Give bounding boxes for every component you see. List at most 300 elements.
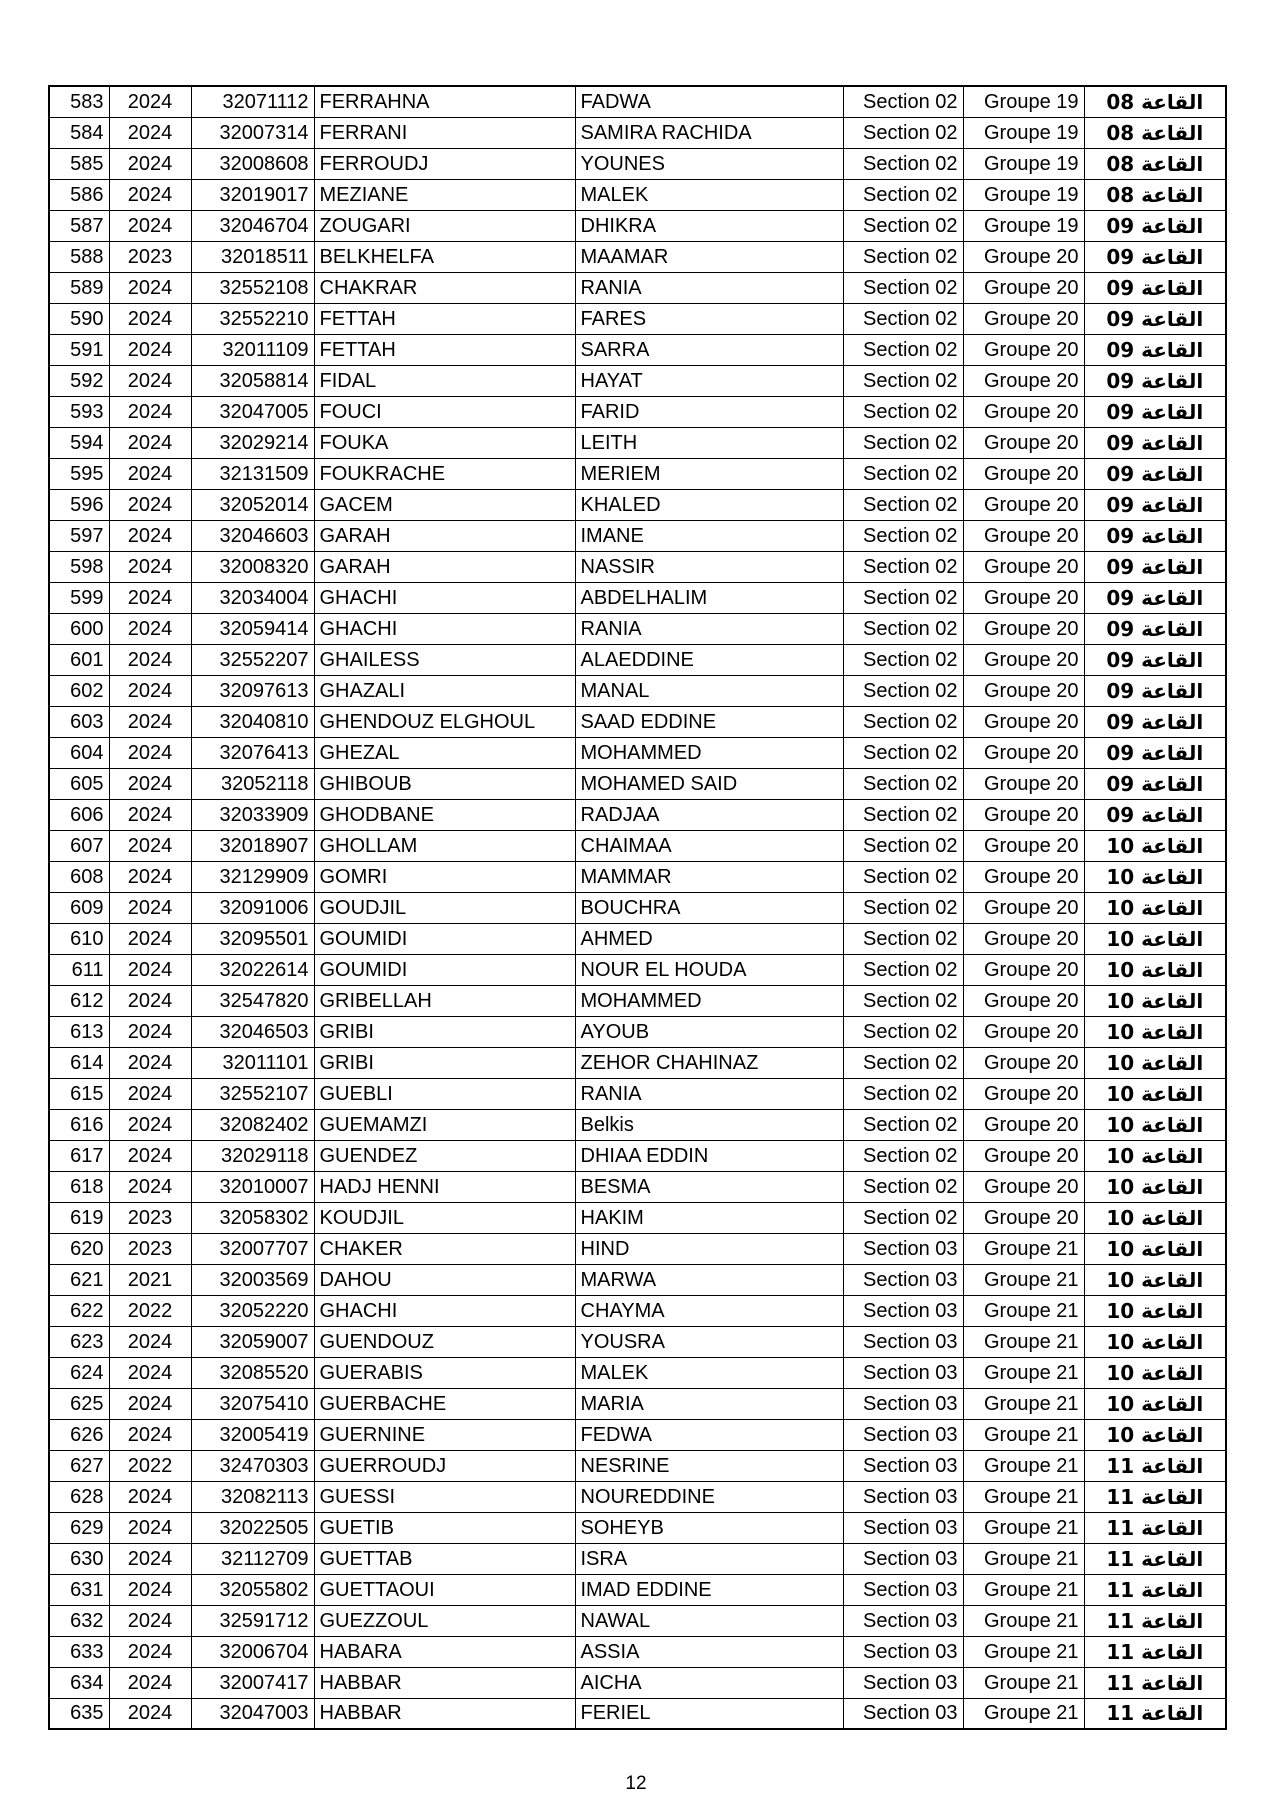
group-cell: Groupe 21 bbox=[963, 1667, 1084, 1698]
registration-number-cell: 32007417 bbox=[191, 1667, 314, 1698]
section-cell: Section 02 bbox=[843, 303, 963, 334]
group-cell: Groupe 20 bbox=[963, 1202, 1084, 1233]
last-name-cell: FERROUDJ bbox=[314, 148, 575, 179]
section-cell: Section 02 bbox=[843, 1078, 963, 1109]
group-cell: Groupe 20 bbox=[963, 582, 1084, 613]
last-name-cell: FERRAHNA bbox=[314, 86, 575, 117]
exam-room-cell: القاعة 10 bbox=[1084, 1233, 1226, 1264]
table-row bbox=[49, 675, 1226, 706]
table-row bbox=[49, 861, 1226, 892]
first-name-cell: MALEK bbox=[575, 1357, 843, 1388]
section-cell: Section 02 bbox=[843, 892, 963, 923]
exam-room-cell: القاعة 09 bbox=[1084, 365, 1226, 396]
year-cell: 2024 bbox=[109, 1543, 191, 1574]
exam-room-cell: القاعة 10 bbox=[1084, 1109, 1226, 1140]
row-number-cell: 631 bbox=[49, 1574, 109, 1605]
last-name-cell: MEZIANE bbox=[314, 179, 575, 210]
table-row bbox=[49, 1667, 1226, 1698]
row-number-cell: 596 bbox=[49, 489, 109, 520]
section-cell: Section 03 bbox=[843, 1605, 963, 1636]
first-name-cell: FEDWA bbox=[575, 1419, 843, 1450]
year-cell: 2023 bbox=[109, 241, 191, 272]
exam-room-cell: القاعة 11 bbox=[1084, 1450, 1226, 1481]
group-cell: Groupe 21 bbox=[963, 1419, 1084, 1450]
last-name-cell: GHODBANE bbox=[314, 799, 575, 830]
first-name-cell: RANIA bbox=[575, 272, 843, 303]
last-name-cell: BELKHELFA bbox=[314, 241, 575, 272]
table-row bbox=[49, 179, 1226, 210]
registration-number-cell: 32082113 bbox=[191, 1481, 314, 1512]
section-cell: Section 02 bbox=[843, 148, 963, 179]
year-cell: 2024 bbox=[109, 272, 191, 303]
table-row bbox=[49, 1016, 1226, 1047]
row-number-cell: 587 bbox=[49, 210, 109, 241]
table-row bbox=[49, 1698, 1226, 1729]
last-name-cell: GHAZALI bbox=[314, 675, 575, 706]
registration-number-cell: 32076413 bbox=[191, 737, 314, 768]
registration-number-cell: 32552210 bbox=[191, 303, 314, 334]
last-name-cell: GHACHI bbox=[314, 1295, 575, 1326]
first-name-cell: YOUNES bbox=[575, 148, 843, 179]
group-cell: Groupe 20 bbox=[963, 1140, 1084, 1171]
first-name-cell: FARID bbox=[575, 396, 843, 427]
exam-room-cell: القاعة 10 bbox=[1084, 1078, 1226, 1109]
year-cell: 2024 bbox=[109, 427, 191, 458]
table-row bbox=[49, 1481, 1226, 1512]
section-cell: Section 02 bbox=[843, 923, 963, 954]
registration-number-cell: 32007314 bbox=[191, 117, 314, 148]
year-cell: 2024 bbox=[109, 923, 191, 954]
group-cell: Groupe 19 bbox=[963, 86, 1084, 117]
section-cell: Section 02 bbox=[843, 706, 963, 737]
group-cell: Groupe 20 bbox=[963, 737, 1084, 768]
registration-number-cell: 32082402 bbox=[191, 1109, 314, 1140]
registration-number-cell: 32095501 bbox=[191, 923, 314, 954]
last-name-cell: KOUDJIL bbox=[314, 1202, 575, 1233]
year-cell: 2021 bbox=[109, 1264, 191, 1295]
exam-room-cell: القاعة 10 bbox=[1084, 1140, 1226, 1171]
row-number-cell: 606 bbox=[49, 799, 109, 830]
row-number-cell: 588 bbox=[49, 241, 109, 272]
exam-room-cell: القاعة 10 bbox=[1084, 954, 1226, 985]
row-number-cell: 610 bbox=[49, 923, 109, 954]
last-name-cell: GRIBELLAH bbox=[314, 985, 575, 1016]
last-name-cell: GHENDOUZ ELGHOUL bbox=[314, 706, 575, 737]
exam-room-cell: القاعة 10 bbox=[1084, 1171, 1226, 1202]
table-row bbox=[49, 427, 1226, 458]
exam-room-cell: القاعة 10 bbox=[1084, 892, 1226, 923]
section-cell: Section 02 bbox=[843, 737, 963, 768]
section-cell: Section 02 bbox=[843, 644, 963, 675]
exam-room-cell: القاعة 08 bbox=[1084, 179, 1226, 210]
last-name-cell: GHEZAL bbox=[314, 737, 575, 768]
last-name-cell: FIDAL bbox=[314, 365, 575, 396]
section-cell: Section 03 bbox=[843, 1419, 963, 1450]
registration-number-cell: 32058302 bbox=[191, 1202, 314, 1233]
table-row bbox=[49, 1140, 1226, 1171]
group-cell: Groupe 20 bbox=[963, 520, 1084, 551]
section-cell: Section 02 bbox=[843, 1202, 963, 1233]
registration-number-cell: 32010007 bbox=[191, 1171, 314, 1202]
exam-room-cell: القاعة 09 bbox=[1084, 458, 1226, 489]
last-name-cell: FOUKA bbox=[314, 427, 575, 458]
registration-number-cell: 32047003 bbox=[191, 1698, 314, 1729]
registration-number-cell: 32011101 bbox=[191, 1047, 314, 1078]
year-cell: 2024 bbox=[109, 1574, 191, 1605]
last-name-cell: GHOLLAM bbox=[314, 830, 575, 861]
last-name-cell: HABARA bbox=[314, 1636, 575, 1667]
section-cell: Section 02 bbox=[843, 86, 963, 117]
exam-room-cell: القاعة 11 bbox=[1084, 1636, 1226, 1667]
table-row bbox=[49, 489, 1226, 520]
first-name-cell: NOUREDDINE bbox=[575, 1481, 843, 1512]
roster-body bbox=[49, 86, 1226, 1729]
group-cell: Groupe 20 bbox=[963, 985, 1084, 1016]
exam-room-cell: القاعة 09 bbox=[1084, 210, 1226, 241]
row-number-cell: 590 bbox=[49, 303, 109, 334]
section-cell: Section 03 bbox=[843, 1264, 963, 1295]
section-cell: Section 02 bbox=[843, 675, 963, 706]
last-name-cell: CHAKER bbox=[314, 1233, 575, 1264]
table-row bbox=[49, 1109, 1226, 1140]
year-cell: 2024 bbox=[109, 210, 191, 241]
registration-number-cell: 32033909 bbox=[191, 799, 314, 830]
table-row bbox=[49, 582, 1226, 613]
section-cell: Section 03 bbox=[843, 1388, 963, 1419]
exam-room-cell: القاعة 10 bbox=[1084, 1047, 1226, 1078]
exam-room-cell: القاعة 09 bbox=[1084, 334, 1226, 365]
last-name-cell: GUERBACHE bbox=[314, 1388, 575, 1419]
table-row bbox=[49, 303, 1226, 334]
section-cell: Section 02 bbox=[843, 117, 963, 148]
registration-number-cell: 32552108 bbox=[191, 272, 314, 303]
group-cell: Groupe 20 bbox=[963, 1016, 1084, 1047]
last-name-cell: CHAKRAR bbox=[314, 272, 575, 303]
first-name-cell: NASSIR bbox=[575, 551, 843, 582]
year-cell: 2024 bbox=[109, 1078, 191, 1109]
first-name-cell: RADJAA bbox=[575, 799, 843, 830]
last-name-cell: GHACHI bbox=[314, 613, 575, 644]
row-number-cell: 604 bbox=[49, 737, 109, 768]
registration-number-cell: 32052118 bbox=[191, 768, 314, 799]
last-name-cell: FERRANI bbox=[314, 117, 575, 148]
table-row bbox=[49, 613, 1226, 644]
row-number-cell: 593 bbox=[49, 396, 109, 427]
last-name-cell: GACEM bbox=[314, 489, 575, 520]
registration-number-cell: 32034004 bbox=[191, 582, 314, 613]
first-name-cell: SAMIRA RACHIDA bbox=[575, 117, 843, 148]
year-cell: 2024 bbox=[109, 1357, 191, 1388]
first-name-cell: ABDELHALIM bbox=[575, 582, 843, 613]
first-name-cell: FARES bbox=[575, 303, 843, 334]
registration-number-cell: 32547820 bbox=[191, 985, 314, 1016]
exam-room-cell: القاعة 09 bbox=[1084, 303, 1226, 334]
last-name-cell: GUEBLI bbox=[314, 1078, 575, 1109]
section-cell: Section 02 bbox=[843, 551, 963, 582]
year-cell: 2024 bbox=[109, 892, 191, 923]
group-cell: Groupe 20 bbox=[963, 923, 1084, 954]
section-cell: Section 02 bbox=[843, 365, 963, 396]
first-name-cell: DHIAA EDDIN bbox=[575, 1140, 843, 1171]
section-cell: Section 02 bbox=[843, 520, 963, 551]
year-cell: 2024 bbox=[109, 1481, 191, 1512]
last-name-cell: GUENDOUZ bbox=[314, 1326, 575, 1357]
table-row bbox=[49, 365, 1226, 396]
registration-number-cell: 32007707 bbox=[191, 1233, 314, 1264]
row-number-cell: 583 bbox=[49, 86, 109, 117]
group-cell: Groupe 21 bbox=[963, 1388, 1084, 1419]
last-name-cell: FOUKRACHE bbox=[314, 458, 575, 489]
group-cell: Groupe 20 bbox=[963, 799, 1084, 830]
last-name-cell: GARAH bbox=[314, 551, 575, 582]
section-cell: Section 02 bbox=[843, 1171, 963, 1202]
year-cell: 2024 bbox=[109, 551, 191, 582]
registration-number-cell: 32008320 bbox=[191, 551, 314, 582]
first-name-cell: AICHA bbox=[575, 1667, 843, 1698]
year-cell: 2024 bbox=[109, 458, 191, 489]
section-cell: Section 03 bbox=[843, 1233, 963, 1264]
group-cell: Groupe 21 bbox=[963, 1512, 1084, 1543]
first-name-cell: MANAL bbox=[575, 675, 843, 706]
exam-room-cell: القاعة 09 bbox=[1084, 613, 1226, 644]
group-cell: Groupe 21 bbox=[963, 1605, 1084, 1636]
exam-room-cell: القاعة 11 bbox=[1084, 1543, 1226, 1574]
first-name-cell: CHAYMA bbox=[575, 1295, 843, 1326]
last-name-cell: GOUMIDI bbox=[314, 954, 575, 985]
exam-room-cell: القاعة 10 bbox=[1084, 1202, 1226, 1233]
section-cell: Section 03 bbox=[843, 1574, 963, 1605]
registration-number-cell: 32046603 bbox=[191, 520, 314, 551]
year-cell: 2022 bbox=[109, 1295, 191, 1326]
row-number-cell: 633 bbox=[49, 1636, 109, 1667]
registration-number-cell: 32075410 bbox=[191, 1388, 314, 1419]
table-row bbox=[49, 1047, 1226, 1078]
section-cell: Section 03 bbox=[843, 1450, 963, 1481]
group-cell: Groupe 20 bbox=[963, 489, 1084, 520]
first-name-cell: ASSIA bbox=[575, 1636, 843, 1667]
registration-number-cell: 32059414 bbox=[191, 613, 314, 644]
group-cell: Groupe 20 bbox=[963, 1078, 1084, 1109]
first-name-cell: MAAMAR bbox=[575, 241, 843, 272]
table-row bbox=[49, 1605, 1226, 1636]
year-cell: 2024 bbox=[109, 737, 191, 768]
group-cell: Groupe 20 bbox=[963, 768, 1084, 799]
table-row bbox=[49, 1574, 1226, 1605]
year-cell: 2024 bbox=[109, 179, 191, 210]
first-name-cell: YOUSRA bbox=[575, 1326, 843, 1357]
group-cell: Groupe 20 bbox=[963, 241, 1084, 272]
exam-room-cell: القاعة 10 bbox=[1084, 1388, 1226, 1419]
exam-room-cell: القاعة 10 bbox=[1084, 923, 1226, 954]
year-cell: 2024 bbox=[109, 117, 191, 148]
last-name-cell: GUEMAMZI bbox=[314, 1109, 575, 1140]
table-row bbox=[49, 954, 1226, 985]
last-name-cell: GUETTAOUI bbox=[314, 1574, 575, 1605]
year-cell: 2024 bbox=[109, 1109, 191, 1140]
year-cell: 2024 bbox=[109, 985, 191, 1016]
student-roster-table bbox=[48, 85, 1227, 1730]
first-name-cell: CHAIMAA bbox=[575, 830, 843, 861]
row-number-cell: 607 bbox=[49, 830, 109, 861]
section-cell: Section 02 bbox=[843, 954, 963, 985]
registration-number-cell: 32552107 bbox=[191, 1078, 314, 1109]
exam-room-cell: القاعة 11 bbox=[1084, 1481, 1226, 1512]
exam-room-cell: القاعة 11 bbox=[1084, 1667, 1226, 1698]
table-row bbox=[49, 458, 1226, 489]
exam-room-cell: القاعة 11 bbox=[1084, 1574, 1226, 1605]
row-number-cell: 602 bbox=[49, 675, 109, 706]
group-cell: Groupe 20 bbox=[963, 706, 1084, 737]
row-number-cell: 621 bbox=[49, 1264, 109, 1295]
registration-number-cell: 32055802 bbox=[191, 1574, 314, 1605]
row-number-cell: 586 bbox=[49, 179, 109, 210]
first-name-cell: MALEK bbox=[575, 179, 843, 210]
registration-number-cell: 32052014 bbox=[191, 489, 314, 520]
table-row bbox=[49, 1357, 1226, 1388]
group-cell: Groupe 20 bbox=[963, 1171, 1084, 1202]
table-row bbox=[49, 1264, 1226, 1295]
section-cell: Section 02 bbox=[843, 396, 963, 427]
year-cell: 2024 bbox=[109, 706, 191, 737]
group-cell: Groupe 20 bbox=[963, 613, 1084, 644]
last-name-cell: GHIBOUB bbox=[314, 768, 575, 799]
year-cell: 2024 bbox=[109, 520, 191, 551]
year-cell: 2024 bbox=[109, 675, 191, 706]
table-row bbox=[49, 1512, 1226, 1543]
registration-number-cell: 32019017 bbox=[191, 179, 314, 210]
year-cell: 2023 bbox=[109, 1233, 191, 1264]
first-name-cell: MOHAMMED bbox=[575, 737, 843, 768]
exam-room-cell: القاعة 10 bbox=[1084, 1295, 1226, 1326]
table-row bbox=[49, 892, 1226, 923]
registration-number-cell: 32008608 bbox=[191, 148, 314, 179]
year-cell: 2024 bbox=[109, 582, 191, 613]
first-name-cell: SOHEYB bbox=[575, 1512, 843, 1543]
exam-room-cell: القاعة 08 bbox=[1084, 86, 1226, 117]
exam-room-cell: القاعة 08 bbox=[1084, 117, 1226, 148]
last-name-cell: HABBAR bbox=[314, 1667, 575, 1698]
section-cell: Section 03 bbox=[843, 1698, 963, 1729]
section-cell: Section 03 bbox=[843, 1512, 963, 1543]
row-number-cell: 612 bbox=[49, 985, 109, 1016]
group-cell: Groupe 21 bbox=[963, 1233, 1084, 1264]
table-row bbox=[49, 1171, 1226, 1202]
row-number-cell: 625 bbox=[49, 1388, 109, 1419]
year-cell: 2023 bbox=[109, 1202, 191, 1233]
table-row bbox=[49, 706, 1226, 737]
group-cell: Groupe 21 bbox=[963, 1481, 1084, 1512]
table-row bbox=[49, 86, 1226, 117]
row-number-cell: 629 bbox=[49, 1512, 109, 1543]
last-name-cell: GARAH bbox=[314, 520, 575, 551]
year-cell: 2024 bbox=[109, 303, 191, 334]
table-row bbox=[49, 241, 1226, 272]
last-name-cell: GUERROUDJ bbox=[314, 1450, 575, 1481]
row-number-cell: 613 bbox=[49, 1016, 109, 1047]
first-name-cell: HAYAT bbox=[575, 365, 843, 396]
row-number-cell: 584 bbox=[49, 117, 109, 148]
row-number-cell: 617 bbox=[49, 1140, 109, 1171]
row-number-cell: 618 bbox=[49, 1171, 109, 1202]
table-row bbox=[49, 830, 1226, 861]
row-number-cell: 615 bbox=[49, 1078, 109, 1109]
exam-room-cell: القاعة 09 bbox=[1084, 582, 1226, 613]
year-cell: 2024 bbox=[109, 830, 191, 861]
group-cell: Groupe 20 bbox=[963, 551, 1084, 582]
row-number-cell: 635 bbox=[49, 1698, 109, 1729]
table-row bbox=[49, 148, 1226, 179]
row-number-cell: 626 bbox=[49, 1419, 109, 1450]
row-number-cell: 598 bbox=[49, 551, 109, 582]
registration-number-cell: 32131509 bbox=[191, 458, 314, 489]
section-cell: Section 02 bbox=[843, 985, 963, 1016]
exam-room-cell: القاعة 09 bbox=[1084, 737, 1226, 768]
group-cell: Groupe 21 bbox=[963, 1543, 1084, 1574]
year-cell: 2024 bbox=[109, 861, 191, 892]
registration-number-cell: 32005419 bbox=[191, 1419, 314, 1450]
last-name-cell: GRIBI bbox=[314, 1016, 575, 1047]
registration-number-cell: 32085520 bbox=[191, 1357, 314, 1388]
exam-room-cell: القاعة 08 bbox=[1084, 148, 1226, 179]
table-row bbox=[49, 551, 1226, 582]
last-name-cell: GUETIB bbox=[314, 1512, 575, 1543]
row-number-cell: 597 bbox=[49, 520, 109, 551]
first-name-cell: MOHAMMED bbox=[575, 985, 843, 1016]
last-name-cell: GUERNINE bbox=[314, 1419, 575, 1450]
table-row bbox=[49, 1388, 1226, 1419]
row-number-cell: 603 bbox=[49, 706, 109, 737]
last-name-cell: HABBAR bbox=[314, 1698, 575, 1729]
exam-room-cell: القاعة 09 bbox=[1084, 768, 1226, 799]
section-cell: Section 02 bbox=[843, 861, 963, 892]
row-number-cell: 619 bbox=[49, 1202, 109, 1233]
table-row bbox=[49, 1202, 1226, 1233]
registration-number-cell: 32470303 bbox=[191, 1450, 314, 1481]
group-cell: Groupe 21 bbox=[963, 1357, 1084, 1388]
year-cell: 2024 bbox=[109, 1171, 191, 1202]
exam-room-cell: القاعة 10 bbox=[1084, 985, 1226, 1016]
exam-room-cell: القاعة 09 bbox=[1084, 241, 1226, 272]
table-row bbox=[49, 210, 1226, 241]
first-name-cell: MOHAMED SAID bbox=[575, 768, 843, 799]
page-number: 12 bbox=[625, 1773, 647, 1794]
table-row bbox=[49, 737, 1226, 768]
section-cell: Section 02 bbox=[843, 1016, 963, 1047]
first-name-cell: FADWA bbox=[575, 86, 843, 117]
registration-number-cell: 32018907 bbox=[191, 830, 314, 861]
registration-number-cell: 32006704 bbox=[191, 1636, 314, 1667]
group-cell: Groupe 20 bbox=[963, 954, 1084, 985]
group-cell: Groupe 20 bbox=[963, 644, 1084, 675]
group-cell: Groupe 20 bbox=[963, 272, 1084, 303]
section-cell: Section 02 bbox=[843, 830, 963, 861]
group-cell: Groupe 20 bbox=[963, 427, 1084, 458]
row-number-cell: 608 bbox=[49, 861, 109, 892]
group-cell: Groupe 20 bbox=[963, 458, 1084, 489]
year-cell: 2024 bbox=[109, 1326, 191, 1357]
last-name-cell: DAHOU bbox=[314, 1264, 575, 1295]
last-name-cell: GUETTAB bbox=[314, 1543, 575, 1574]
section-cell: Section 02 bbox=[843, 1109, 963, 1140]
registration-number-cell: 32097613 bbox=[191, 675, 314, 706]
section-cell: Section 02 bbox=[843, 241, 963, 272]
table-row bbox=[49, 1233, 1226, 1264]
exam-room-cell: القاعة 11 bbox=[1084, 1605, 1226, 1636]
registration-number-cell: 32022614 bbox=[191, 954, 314, 985]
first-name-cell: KHALED bbox=[575, 489, 843, 520]
last-name-cell: GOMRI bbox=[314, 861, 575, 892]
year-cell: 2024 bbox=[109, 799, 191, 830]
